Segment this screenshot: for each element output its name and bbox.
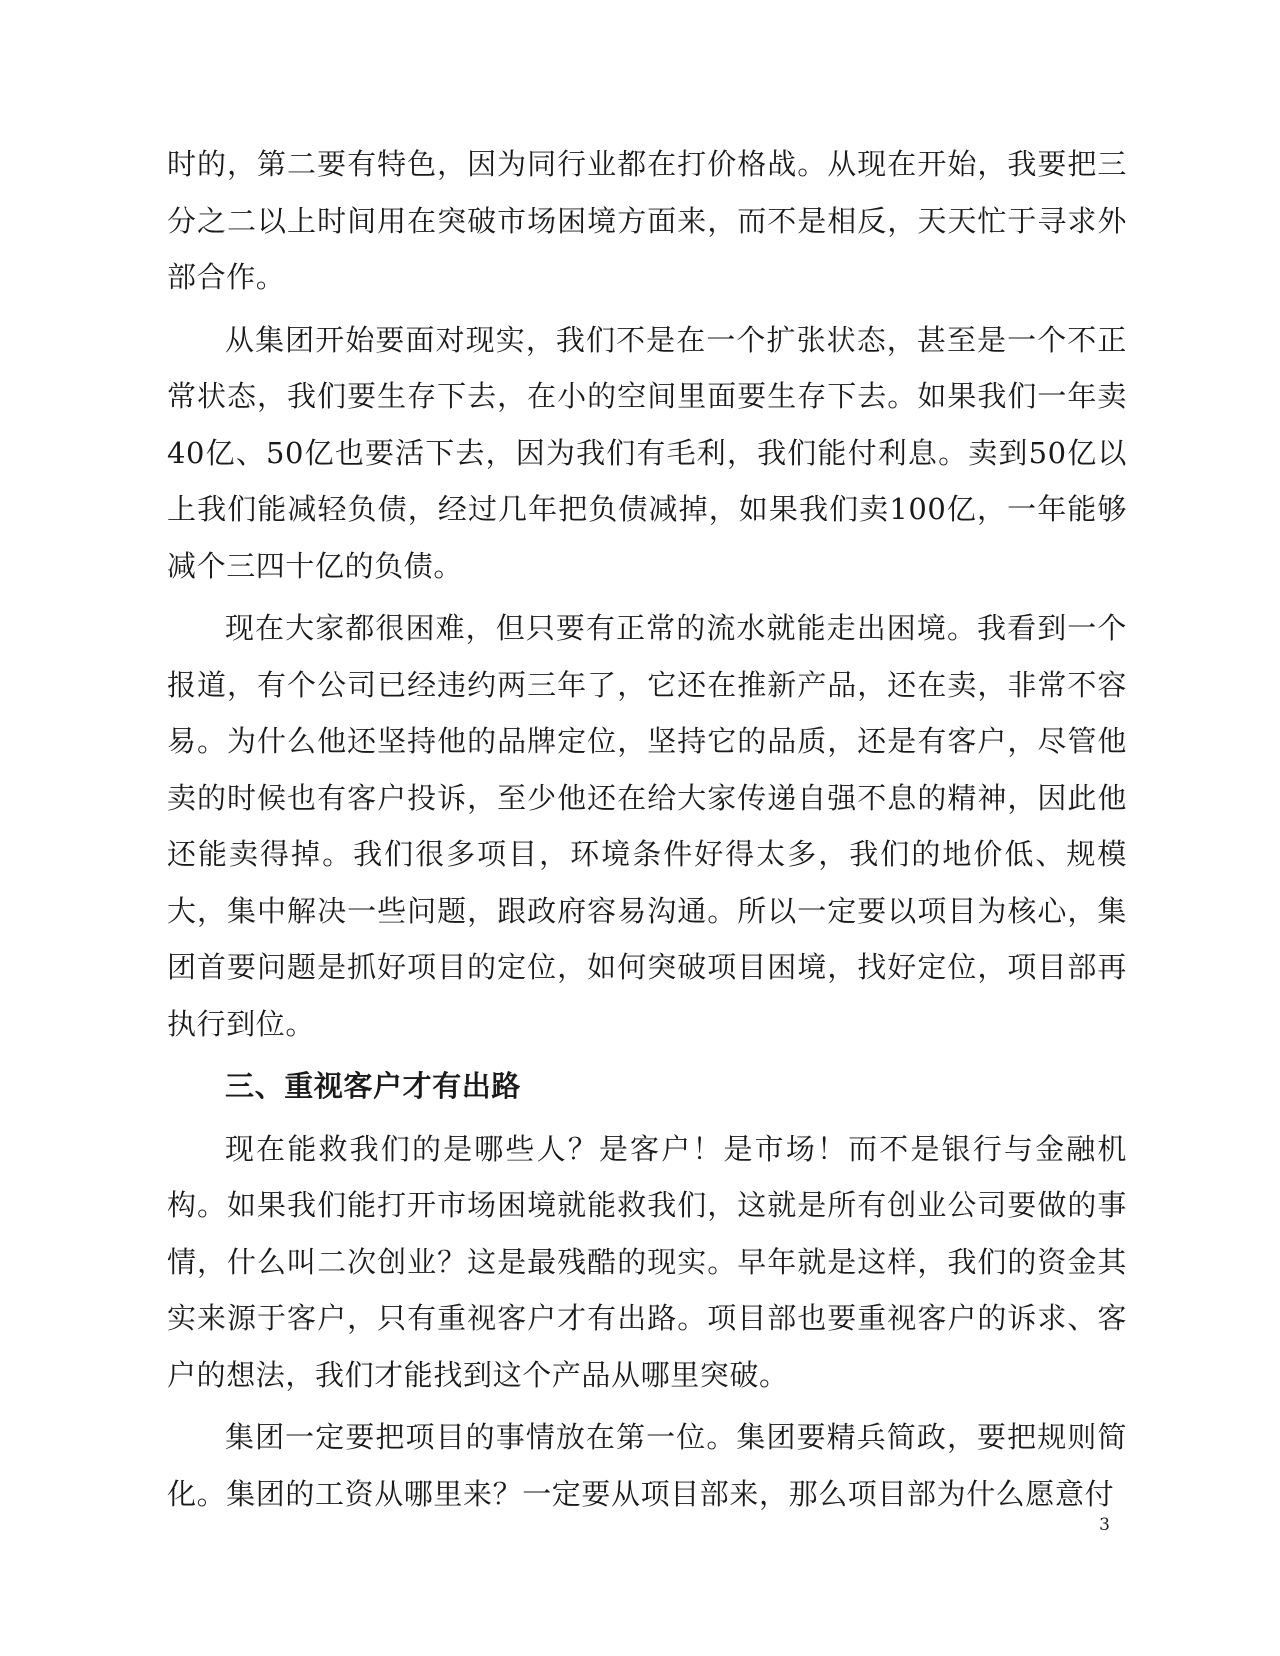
page-number: 3 bbox=[1099, 1515, 1110, 1535]
paragraph: 集团一定要把项目的事情放在第一位。集团要精兵简政，要把规则简化。集团的工资从哪里来？一定要从项目部来，那么项目部为什么愿意付 bbox=[167, 1420, 1127, 1511]
paragraph: 现在能救我们的是哪些人？是客户！是市场！而不是银行与金融机构。如果我们能打开市场困境就能救我们，这就是所有创业公司要做的事情，什么叫二次创业？这是最残酷的现实。早年就是这样，我们的资金其实来源于客户，只有重视客户才有出路。项目部也要重视客户的诉求、客户的想法，我们才能找到这个产品从哪里突破。 bbox=[167, 1131, 1127, 1392]
paragraph: 现在大家都很困难，但只要有正常的流水就能走出困境。我看到一个报道，有个公司已经违约两三年了，它还在推新产品，还在卖，非常不容易。为什么他还坚持他的品牌定位，坚持它的品质，还是有客户，尽管他卖的时候也有客户投诉，至少他还在给大家传递自强不息的精神，因此他还能卖得掉。我们很多项目，环境条件好得太多，我们的地价低、规模大，集中解决一些问题，跟政府容易沟通。所以一定要以项目为核心，集团首要问题是抓好项目的定位，如何突破项目困境，找好定位，项目部再执行到位。 bbox=[167, 611, 1127, 1041]
section-heading: 三、重视客户才有出路 bbox=[225, 1069, 522, 1103]
paragraph-continuation: 时的，第二要有特色，因为同行业都在打价格战。从现在开始，我要把三分之二以上时间用在突破市场困境方面来，而不是相反，天天忙于寻求外部合作。 bbox=[167, 147, 1127, 294]
document-body bbox=[167, 136, 1127, 1528]
paragraph: 从集团开始要面对现实，我们不是在一个扩张状态，甚至是一个不正常状态，我们要生存下去，在小的空间里面要生存下去。如果我们一年卖40亿、50亿也要活下去，因为我们有毛利，我们能付利息。卖到50亿以上我们能减轻负债，经过几年把负债减掉，如果我们卖100亿，一年能够减个三四十亿的负债。 bbox=[167, 322, 1127, 583]
